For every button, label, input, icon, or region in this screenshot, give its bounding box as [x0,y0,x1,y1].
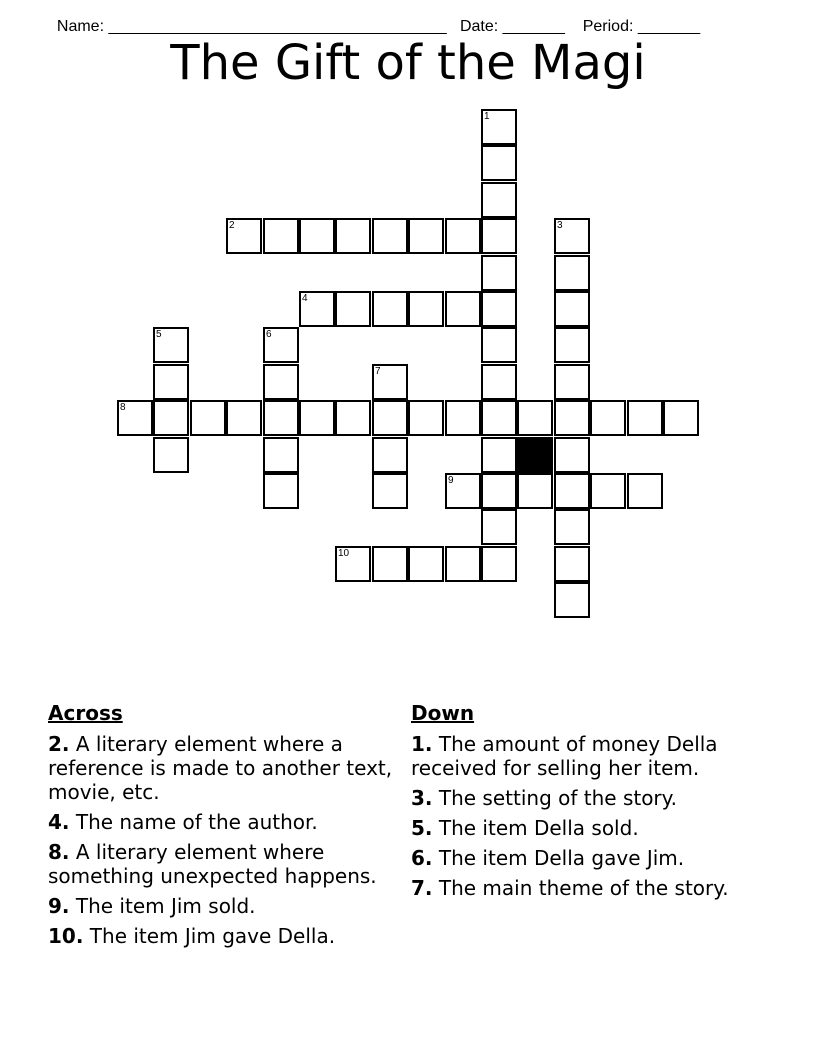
grid-cell[interactable] [481,182,517,218]
page-title: The Gift of the Magi [170,35,646,91]
period-field[interactable]: Period: _______ [582,18,701,35]
grid-cell[interactable] [554,582,590,618]
cell-number: 2 [229,220,235,231]
name-field[interactable]: Name: ______________________________________ [56,18,447,35]
grid-cell[interactable] [554,546,590,582]
cell-number: 4 [302,293,308,304]
down-heading: Down [411,701,475,725]
grid-cell[interactable] [408,218,444,254]
grid-cell[interactable] [517,473,553,509]
clue-down-1: 1. The amount of money Della received for selling her item. [411,732,718,780]
cell-number: 6 [266,329,272,340]
grid-cell[interactable] [445,473,481,509]
grid-cell[interactable] [299,400,335,436]
grid-cell[interactable] [554,327,590,363]
cell-number: 3 [557,220,563,231]
grid-cell[interactable] [372,546,408,582]
grid-cell[interactable] [481,145,517,181]
clue-down-6: 6. The item Della gave Jim. [411,846,685,870]
grid-cell[interactable] [299,291,335,327]
black-cell [517,437,553,473]
grid-cell[interactable] [408,400,444,436]
grid-cell[interactable] [445,291,481,327]
grid-cell[interactable] [153,400,189,436]
grid-cell[interactable] [263,327,299,363]
grid-cell[interactable] [372,473,408,509]
grid-cell[interactable] [481,546,517,582]
grid-cell[interactable] [481,291,517,327]
grid-cell[interactable] [263,400,299,436]
grid-cell[interactable] [663,400,699,436]
grid-cell[interactable] [481,473,517,509]
cell-number: 1 [484,111,490,122]
grid-cell[interactable] [445,546,481,582]
grid-cell[interactable] [335,291,371,327]
grid-cell[interactable] [263,218,299,254]
grid-cell[interactable] [153,364,189,400]
cell-number: 7 [375,366,381,377]
cell-number: 5 [156,329,162,340]
grid-cell[interactable] [226,218,262,254]
grid-cell[interactable] [481,218,517,254]
clue-across-2: 2. A literary element where a reference is made to another text, movie, etc. [48,732,393,804]
grid-cell[interactable] [481,437,517,473]
grid-cell[interactable] [554,218,590,254]
grid-cell[interactable] [263,437,299,473]
cell-number: 8 [120,402,126,413]
grid-cell[interactable] [554,437,590,473]
grid-cell[interactable] [590,473,626,509]
grid-cell[interactable] [263,473,299,509]
grid-cell[interactable] [153,327,189,363]
grid-cell[interactable] [554,509,590,545]
grid-cell[interactable] [408,546,444,582]
grid-cell[interactable] [117,400,153,436]
grid-cell[interactable] [554,400,590,436]
grid-cell[interactable] [554,255,590,291]
date-field[interactable]: Date: _______ [459,18,565,35]
across-heading: Across [48,701,123,725]
grid-cell[interactable] [445,218,481,254]
clue-down-3: 3. The setting of the story. [411,786,677,810]
grid-cell[interactable] [481,327,517,363]
down-clues [411,700,771,906]
grid-cell[interactable] [372,437,408,473]
grid-cell[interactable] [481,109,517,145]
grid-cell[interactable] [481,509,517,545]
grid-cell[interactable] [481,255,517,291]
grid-cell[interactable] [190,400,226,436]
grid-cell[interactable] [372,218,408,254]
grid-cell[interactable] [372,291,408,327]
grid-cell[interactable] [335,400,371,436]
grid-cell[interactable] [263,364,299,400]
grid-cell[interactable] [554,291,590,327]
clue-across-4: 4. The name of the author. [48,810,318,834]
grid-cell[interactable] [554,364,590,400]
cell-number: 10 [338,548,350,559]
clue-across-8: 8. A literary element where something unexpected happens. [48,840,377,888]
grid-cell[interactable] [627,473,663,509]
grid-cell[interactable] [299,218,335,254]
grid-cell[interactable] [590,400,626,436]
grid-cell[interactable] [226,400,262,436]
grid-cell[interactable] [481,400,517,436]
cell-number: 9 [448,475,454,486]
grid-cell[interactable] [445,400,481,436]
grid-cell[interactable] [481,364,517,400]
grid-cell[interactable] [372,364,408,400]
grid-cell[interactable] [335,546,371,582]
grid-cell[interactable] [335,218,371,254]
clue-across-9: 9. The item Jim sold. [48,894,256,918]
across-clues [48,700,400,954]
grid-cell[interactable] [627,400,663,436]
grid-cell[interactable] [408,291,444,327]
clue-down-7: 7. The main theme of the story. [411,876,729,900]
grid-cell[interactable] [153,437,189,473]
grid-cell[interactable] [517,400,553,436]
grid-cell[interactable] [554,473,590,509]
grid-cell[interactable] [372,400,408,436]
clue-across-10: 10. The item Jim gave Della. [48,924,336,948]
clue-down-5: 5. The item Della sold. [411,816,639,840]
